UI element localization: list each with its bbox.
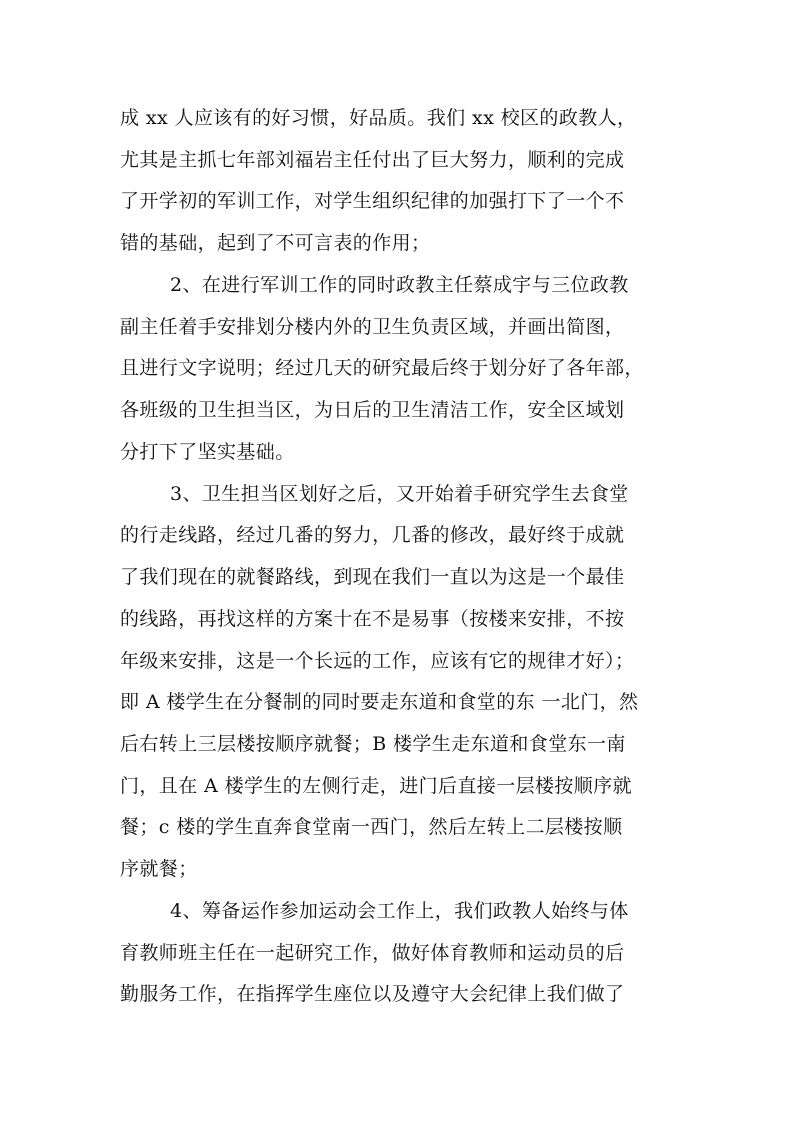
body-text-line: 育教师班主任在一起研究工作，做好体育教师和运动员的后 (120, 942, 625, 964)
body-text-line: 即 A 楼学生在分餐制的同时要走东道和食堂的东 一北门，然 (120, 691, 639, 713)
body-text-line: 尤其是主抓七年部刘福岩主任付出了巨大努力，顺利的完成 (120, 149, 625, 171)
body-text-line: 的线路，再找这样的方案十在不是易事（按楼来安排，不按 (120, 608, 625, 630)
body-text-line: 了我们现在的就餐路线，到现在我们一直以为这是一个最佳 (120, 566, 625, 588)
body-text-line: 勤服务工作，在指挥学生座位以及遵守大会纪律上我们做了 (120, 983, 625, 1005)
paragraph-4-first-line: 4、筹备运作参加运动会工作上，我们政教人始终与体 (170, 900, 629, 922)
body-text-line: 错的基础，起到了不可言表的作用； (120, 232, 431, 254)
body-text-line: 且进行文字说明；经过几天的研究最后终于划分好了各年部， (120, 357, 644, 379)
body-text-line: 序就餐； (120, 858, 198, 880)
body-text-line: 了开学初的军训工作，对学生组织纪律的加强打下了一个不 (120, 190, 625, 212)
paragraph-3-first-line: 3、卫生担当区划好之后，又开始着手研究学生去食堂 (170, 483, 629, 505)
body-text-line: 分打下了坚实基础。 (120, 441, 295, 463)
body-text-line: 年级来安排，这是一个长远的工作，应该有它的规律才好）； (120, 650, 635, 672)
body-text-line: 后右转上三层楼按顺序就餐；B 楼学生走东道和食堂东一南 (120, 733, 626, 755)
body-text-line: 门，且在 A 楼学生的左侧行走，进门后直接一层楼按顺序就 (120, 775, 633, 797)
body-text-line: 的行走线路，经过几番的努力，几番的修改，最好终于成就 (120, 524, 625, 546)
body-text-line: 餐；c 楼的学生直奔食堂南一西门，然后左转上二层楼按顺 (120, 816, 623, 838)
body-text-line: 成 xx 人应该有的好习惯，好品质。我们 xx 校区的政教人， (120, 107, 637, 129)
paragraph-2-first-line: 2、在进行军训工作的同时政教主任蔡成宇与三位政教 (170, 274, 629, 296)
body-text-line: 副主任着手安排划分楼内外的卫生负责区域，并画出简图， (120, 316, 625, 338)
body-text-line: 各班级的卫生担当区，为日后的卫生清洁工作，安全区域划 (120, 399, 625, 421)
